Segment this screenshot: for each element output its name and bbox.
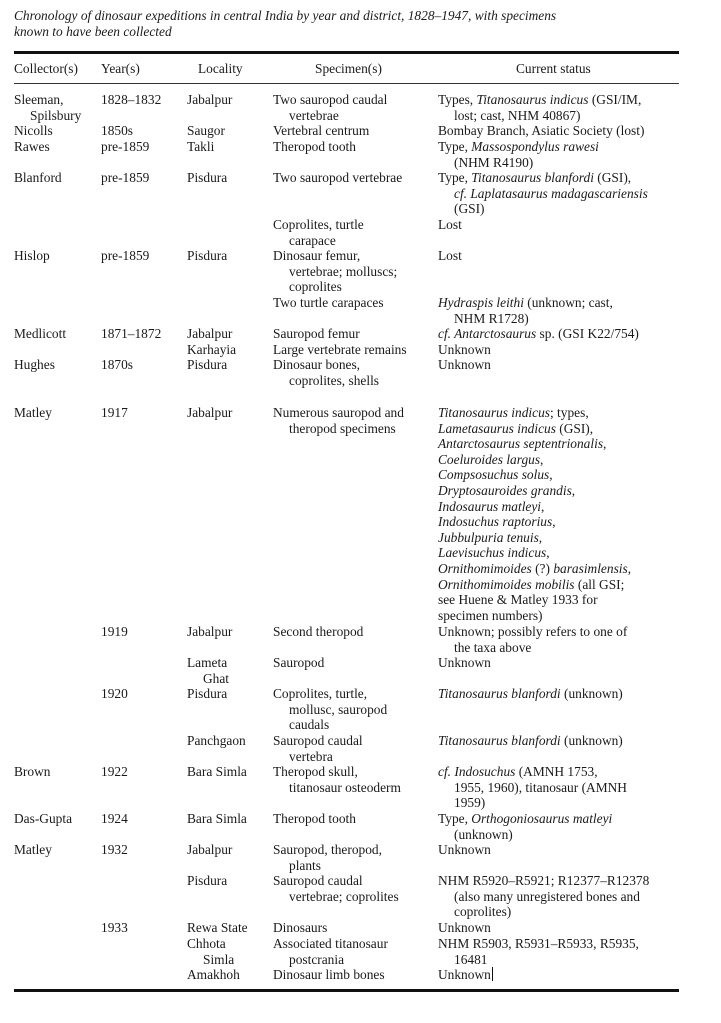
status-cell-line: Bombay Branch, Asiatic Society (lost) xyxy=(438,123,645,138)
status-cell-line: Indosuchus raptorius, xyxy=(438,514,556,530)
specimen-cell xyxy=(273,405,404,436)
year-cell-line: 1870s xyxy=(101,357,133,372)
specimen-cell-line: Two turtle carapaces xyxy=(273,295,384,310)
status-cell xyxy=(438,248,462,264)
year-cell xyxy=(101,405,128,421)
collector-cell-line: Matley xyxy=(14,405,52,420)
specimen-cell-line: Dinosaur femur, xyxy=(273,248,361,263)
year-cell xyxy=(101,764,128,780)
locality-cell xyxy=(187,170,227,186)
year-cell xyxy=(101,139,149,155)
status-cell-line: Ornithomimoides mobilis (all GSI; xyxy=(438,576,625,592)
collector-cell xyxy=(14,123,53,139)
locality-cell-line: Pisdura xyxy=(187,873,228,888)
specimen-cell-line: carapace xyxy=(289,232,336,248)
specimen-cell xyxy=(273,139,356,155)
specimen-cell-line: coprolites, shells xyxy=(289,372,380,388)
specimen-cell-line: Sauropod femur xyxy=(273,326,360,341)
specimen-cell-line: Sauropod caudal xyxy=(273,733,363,748)
specimen-cell-line: Two sauropod vertebrae xyxy=(273,170,403,185)
status-cell-line: (unknown) xyxy=(454,826,513,842)
year-cell-line: 1917 xyxy=(101,405,128,420)
collector-cell xyxy=(14,764,50,780)
collector-cell-line: Rawes xyxy=(14,139,50,154)
status-cell xyxy=(438,92,641,123)
locality-cell-line: Panchgaon xyxy=(187,733,246,748)
status-cell xyxy=(438,842,491,858)
specimen-cell-line: Dinosaur bones, xyxy=(273,357,361,372)
status-cell-line: Unknown xyxy=(438,920,491,935)
status-cell-line: Type, Orthogoniosaurus matleyi xyxy=(438,811,613,826)
status-cell xyxy=(438,342,491,358)
specimen-cell-line: Large vertebrate remains xyxy=(273,342,407,357)
collector-cell xyxy=(14,170,62,186)
status-cell-line: the taxa above xyxy=(454,639,532,655)
specimen-cell xyxy=(273,326,360,342)
status-cell-line: NHM R5903, R5931–R5933, R5935, xyxy=(438,936,639,951)
status-cell xyxy=(438,295,613,326)
specimen-cell xyxy=(273,686,387,733)
specimen-cell-line: mollusc, sauropod xyxy=(289,701,388,717)
year-cell xyxy=(101,686,128,702)
specimen-cell-line: Sauropod caudal xyxy=(273,873,363,888)
status-cell xyxy=(438,655,491,671)
locality-cell-line: Rewa State xyxy=(187,920,248,935)
locality-cell xyxy=(187,733,246,749)
year-cell xyxy=(101,811,128,827)
status-cell xyxy=(438,967,493,983)
specimen-cell-line: coprolites xyxy=(289,279,342,295)
status-cell-line: Ornithomimoides (?) barasimlensis, xyxy=(438,560,632,576)
text-cursor xyxy=(492,967,493,981)
year-cell xyxy=(101,920,128,936)
locality-cell-line: Takli xyxy=(187,139,215,154)
collector-cell-line: Hughes xyxy=(14,357,55,372)
year-cell-line: pre-1859 xyxy=(101,170,150,185)
status-cell-line: Jubbulpuria tenuis, xyxy=(438,529,543,545)
year-cell xyxy=(101,170,149,186)
year-cell-line: 1871–1872 xyxy=(101,326,162,341)
status-cell xyxy=(438,139,599,170)
locality-cell-line: Karhayia xyxy=(187,342,237,357)
locality-cell-line: Ghat xyxy=(203,670,230,686)
status-cell xyxy=(438,811,612,842)
status-cell xyxy=(438,733,623,749)
locality-cell xyxy=(187,920,248,936)
status-cell-line: Coeluroides largus, xyxy=(438,451,544,467)
status-cell-line: Titanosaurus blanfordi (unknown) xyxy=(438,733,623,748)
year-cell xyxy=(101,123,133,139)
specimen-cell-line: Coprolites, turtle, xyxy=(273,686,368,701)
locality-cell xyxy=(187,405,232,421)
status-cell-line: Dryptosauroides grandis, xyxy=(438,482,576,498)
collector-cell-line: Nicolls xyxy=(14,123,53,138)
locality-cell-line: Jabalpur xyxy=(187,92,233,107)
status-cell xyxy=(438,123,644,139)
status-cell-line: (NHM R4190) xyxy=(454,154,534,170)
specimen-cell-line: Theropod skull, xyxy=(273,764,358,779)
collector-cell xyxy=(14,248,50,264)
status-cell xyxy=(438,764,627,811)
status-cell xyxy=(438,357,491,373)
year-cell xyxy=(101,92,161,108)
status-cell-line: (GSI) xyxy=(454,201,485,217)
table-top-rule xyxy=(14,51,679,54)
specimen-cell xyxy=(273,217,364,248)
specimen-cell-line: Two sauropod caudal xyxy=(273,92,388,107)
locality-cell xyxy=(187,811,247,827)
locality-cell-line: Pisdura xyxy=(187,248,228,263)
collector-cell xyxy=(14,139,50,155)
locality-cell xyxy=(187,139,214,155)
year-cell-line: pre-1859 xyxy=(101,248,150,263)
locality-cell xyxy=(187,936,234,967)
specimen-cell xyxy=(273,967,385,983)
header-year: Year(s) xyxy=(101,61,140,76)
specimen-cell-line: theropod specimens xyxy=(289,420,396,436)
collector-cell-line: Sleeman, xyxy=(14,92,64,107)
locality-cell-line: Lameta xyxy=(187,655,228,670)
locality-cell-line: Pisdura xyxy=(187,170,228,185)
locality-cell-line: Jabalpur xyxy=(187,405,233,420)
status-cell-line: cf. Antarctosaurus sp. (GSI K22/754) xyxy=(438,326,639,341)
collector-cell xyxy=(14,357,55,373)
locality-cell xyxy=(187,92,232,108)
header-collector: Collector(s) xyxy=(14,61,78,76)
locality-cell-line: Amakhoh xyxy=(187,967,240,982)
status-cell-line: (also many unregistered bones and xyxy=(454,888,640,904)
status-cell-line: Type, Massospondylus rawesi xyxy=(438,139,599,154)
collector-cell xyxy=(14,326,66,342)
specimen-cell-line: Dinosaur limb bones xyxy=(273,967,385,982)
specimen-cell-line: Dinosaurs xyxy=(273,920,328,935)
specimen-cell-line: vertebrae; molluscs; xyxy=(289,263,398,279)
header-locality: Locality xyxy=(198,61,243,76)
locality-cell xyxy=(187,686,227,702)
collector-cell xyxy=(14,842,52,858)
status-cell-line: Unknown xyxy=(438,357,491,372)
status-cell xyxy=(438,624,627,655)
status-cell xyxy=(438,936,639,967)
locality-cell xyxy=(187,326,232,342)
status-cell-line: lost; cast, NHM 40867) xyxy=(454,107,581,123)
status-cell-line: Types, Titanosaurus indicus (GSI/IM, xyxy=(438,92,642,107)
locality-cell-line: Saugor xyxy=(187,123,225,138)
year-cell xyxy=(101,624,128,640)
specimen-cell xyxy=(273,811,356,827)
locality-cell-line: Bara Simla xyxy=(187,811,247,826)
collector-cell xyxy=(14,811,72,827)
status-cell xyxy=(438,405,631,623)
status-cell-line: Unknown xyxy=(438,967,491,982)
status-cell-line: Unknown xyxy=(438,655,491,670)
specimen-cell xyxy=(273,936,388,967)
collector-cell xyxy=(14,405,52,421)
year-cell-line: 1850s xyxy=(101,123,133,138)
specimen-cell xyxy=(273,764,401,795)
specimen-cell-line: Theropod tooth xyxy=(273,139,356,154)
status-cell xyxy=(438,686,623,702)
status-cell-line: Compsosuchus solus, xyxy=(438,467,553,483)
status-cell xyxy=(438,217,462,233)
specimen-cell xyxy=(273,873,399,904)
status-cell-line: cf. Indosuchus (AMNH 1753, xyxy=(438,764,598,779)
specimen-cell-line: vertebra xyxy=(289,748,333,764)
locality-cell xyxy=(187,842,232,858)
specimen-cell xyxy=(273,248,397,295)
year-cell-line: 1919 xyxy=(101,624,128,639)
locality-cell xyxy=(187,764,247,780)
specimen-cell-line: Sauropod xyxy=(273,655,325,670)
locality-cell-line: Pisdura xyxy=(187,686,228,701)
status-cell-line: Unknown xyxy=(438,342,491,357)
locality-cell-line: Jabalpur xyxy=(187,326,233,341)
locality-cell xyxy=(187,248,227,264)
locality-cell xyxy=(187,873,227,889)
status-cell-line: Antarctosaurus septentrionalis, xyxy=(438,436,607,452)
collector-cell-line: Medlicott xyxy=(14,326,67,341)
year-cell xyxy=(101,842,128,858)
header-specimen: Specimen(s) xyxy=(315,61,382,76)
specimen-cell-line: Second theropod xyxy=(273,624,364,639)
status-cell xyxy=(438,326,639,342)
specimen-cell-line: Coprolites, turtle xyxy=(273,217,364,232)
locality-cell-line: Jabalpur xyxy=(187,842,233,857)
year-cell xyxy=(101,357,133,373)
locality-cell-line: Bara Simla xyxy=(187,764,247,779)
specimen-cell xyxy=(273,920,327,936)
locality-cell xyxy=(187,342,236,358)
table-bottom-rule xyxy=(14,989,679,992)
specimen-cell-line: vertebrae xyxy=(289,107,339,123)
status-cell-line: 16481 xyxy=(454,951,488,967)
specimen-cell-line: Numerous sauropod and xyxy=(273,405,404,420)
header-status: Current status xyxy=(516,61,591,76)
year-cell-line: 1920 xyxy=(101,686,128,701)
status-cell-line: Lost xyxy=(438,217,462,232)
collector-cell-line: Das-Gupta xyxy=(14,811,73,826)
collector-cell-line: Blanford xyxy=(14,170,62,185)
status-cell-line: Titanosaurus blanfordi (unknown) xyxy=(438,686,623,701)
specimen-cell-line: Sauropod, theropod, xyxy=(273,842,382,857)
status-cell-line: NHM R1728) xyxy=(454,310,529,326)
locality-cell-line: Jabalpur xyxy=(187,624,233,639)
specimen-cell xyxy=(273,624,363,640)
status-cell-line: 1959) xyxy=(454,795,486,811)
specimen-cell-line: Associated titanosaur xyxy=(273,936,388,951)
specimen-cell-line: vertebrae; coprolites xyxy=(289,888,399,904)
year-cell-line: 1922 xyxy=(101,764,128,779)
year-cell-line: pre-1859 xyxy=(101,139,150,154)
status-cell-line: NHM R5920–R5921; R12377–R12378 xyxy=(438,873,650,888)
locality-cell xyxy=(187,967,240,983)
status-cell xyxy=(438,170,648,217)
year-cell-line: 1828–1832 xyxy=(101,92,162,107)
status-cell-line: 1955, 1960), titanosaur (AMNH xyxy=(454,779,627,795)
collector-cell-line: Matley xyxy=(14,842,52,857)
locality-cell-line: Pisdura xyxy=(187,357,228,372)
specimen-cell-line: titanosaur osteoderm xyxy=(289,779,401,795)
locality-cell xyxy=(187,624,232,640)
specimen-cell-line: postcrania xyxy=(289,951,345,967)
specimen-cell xyxy=(273,655,324,671)
specimen-cell xyxy=(273,842,382,873)
caption-line-2: known to have been collected xyxy=(14,24,172,39)
status-cell xyxy=(438,873,649,920)
status-cell-line: cf. Laplatasaurus madagascariensis xyxy=(454,185,648,201)
specimen-cell xyxy=(273,733,363,764)
status-cell-line: Indosaurus matleyi, xyxy=(438,498,545,514)
collector-cell-line: Brown xyxy=(14,764,51,779)
collector-cell-line: Hislop xyxy=(14,248,50,263)
status-cell-line: Type, Titanosaurus blanfordi (GSI), xyxy=(438,170,632,185)
status-cell-line: Laevisuchus indicus, xyxy=(438,545,550,561)
specimen-cell xyxy=(273,123,369,139)
header-rule xyxy=(14,83,679,84)
locality-cell xyxy=(187,123,225,139)
status-cell-line: Hydraspis leithi (unknown; cast, xyxy=(438,295,613,310)
specimen-cell-line: plants xyxy=(289,857,321,873)
locality-cell-line: Chhota xyxy=(187,936,226,951)
specimen-cell-line: Vertebral centrum xyxy=(273,123,370,138)
year-cell-line: 1932 xyxy=(101,842,128,857)
status-cell-line: Unknown xyxy=(438,842,491,857)
year-cell xyxy=(101,248,149,264)
specimen-cell xyxy=(273,295,384,311)
status-cell-line: see Huene & Matley 1933 for xyxy=(438,592,598,608)
locality-cell xyxy=(187,357,227,373)
specimen-cell-line: Theropod tooth xyxy=(273,811,356,826)
specimen-cell xyxy=(273,342,407,358)
year-cell-line: 1924 xyxy=(101,811,128,826)
year-cell-line: 1933 xyxy=(101,920,128,935)
collector-cell xyxy=(14,92,81,123)
table-caption xyxy=(14,8,674,40)
year-cell xyxy=(101,326,161,342)
status-cell-line: Titanosaurus indicus; types, xyxy=(438,405,589,420)
status-cell-line: Lost xyxy=(438,248,462,263)
locality-cell-line: Simla xyxy=(203,951,235,967)
specimen-cell-line: caudals xyxy=(289,717,330,733)
status-cell xyxy=(438,920,491,936)
status-cell-line: Lametasaurus indicus (GSI), xyxy=(438,420,594,436)
status-cell-line: specimen numbers) xyxy=(438,607,543,623)
specimen-cell xyxy=(273,92,387,123)
specimen-cell xyxy=(273,170,402,186)
status-cell-line: Unknown; possibly refers to one of xyxy=(438,624,628,639)
status-cell-line: coprolites) xyxy=(454,904,512,920)
collector-cell-line: Spilsbury xyxy=(30,107,82,123)
specimen-cell xyxy=(273,357,379,388)
caption-line-1: Chronology of dinosaur expeditions in central India by year and district, 1828–1947, with specimens xyxy=(14,8,557,23)
locality-cell xyxy=(187,655,229,686)
